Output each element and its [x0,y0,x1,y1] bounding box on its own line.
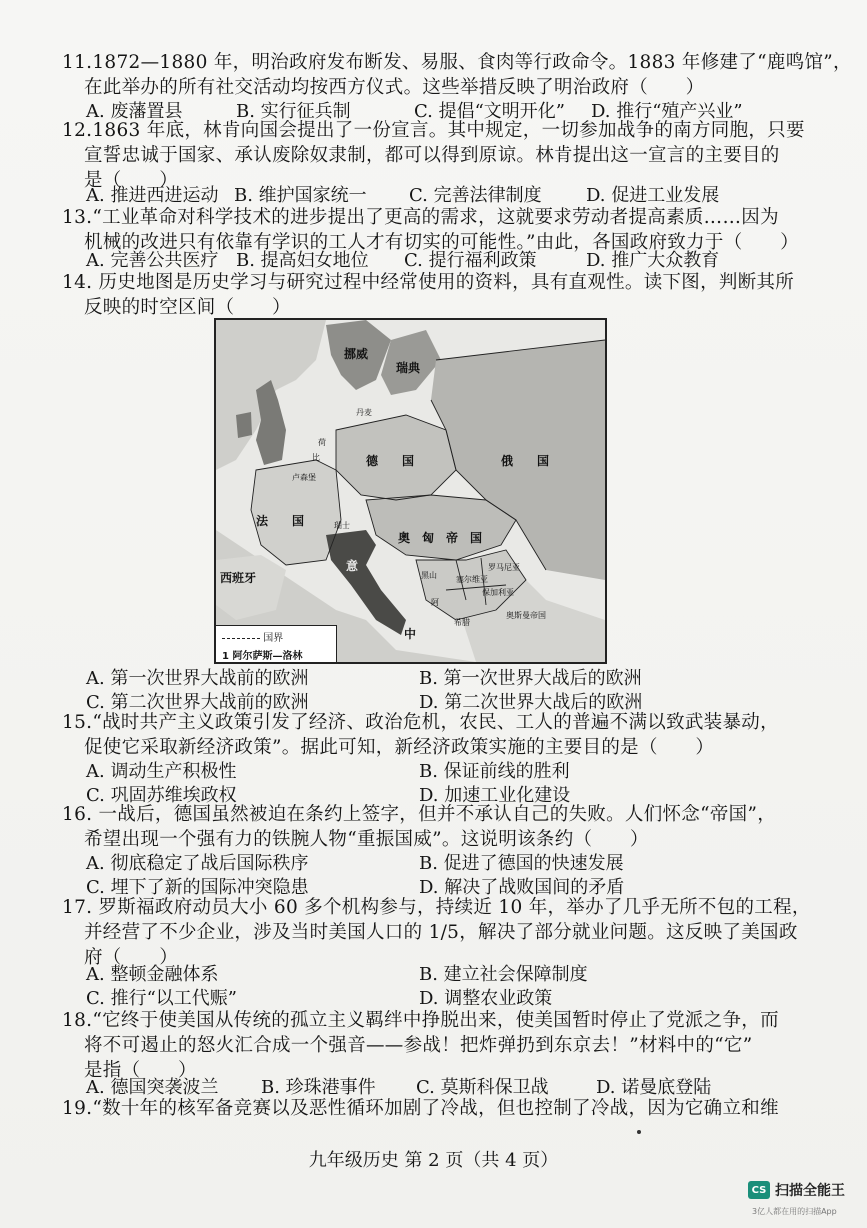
question-line: 府（ ） [84,947,179,968]
map-label-italy: 意 [346,559,359,573]
map-label-ottoman: 奥斯曼帝国 [506,611,546,620]
option-a: A. 德国突袭波兰 [86,1077,219,1098]
question-line: 反映的时空区间（ ） [84,297,291,318]
map-label-albania: 阿 [431,598,439,607]
map-label-romania: 罗马尼亚 [488,563,520,572]
question-line: 12.1863 年底，林肯向国会提出了一份宣言。其中规定，一切参加战争的南方同胞，只要 [62,120,805,141]
option-d: D. 加速工业化建设 [419,785,571,806]
question-14 [62,270,837,320]
question-11 [62,50,852,100]
question-line: 16. 一战后，德国虽然被迫在条约上签字，但并不承认自己的失败。人们怀念“帝国”， [62,804,777,825]
option-d: D. 调整农业政策 [419,988,553,1009]
question-line: 机械的改进只有依靠有学识的工人才有切实的可能性。”由此，各国政府致力于（ ） [84,232,799,253]
map-legend [216,625,337,662]
option-a: A. 整顿金融体系 [86,964,219,985]
map-label-germany: 德 国 [366,454,415,468]
question-19 [62,1096,837,1121]
map-label-belgium: 比 [312,453,320,462]
question-line: 15.“战时共产主义政策引发了经济、政治危机，农民、工人的普遍不满以致武装暴动， [62,712,779,733]
option-c: C. 推行“以工代赈” [86,988,237,1009]
option-c: C. 第二次世界大战前的欧洲 [86,692,309,713]
watermark-subtitle: 3亿人都在用的扫描App [752,1207,837,1216]
option-c: C. 巩固苏维埃政权 [86,785,237,806]
watermark-name: 扫描全能王 [775,1183,845,1199]
map-label-serbia: 塞尔维亚 [456,575,488,584]
question-line: 是（ ） [84,170,179,191]
question-line: 是指（ ） [84,1060,197,1081]
legend-item-1: 1 阿尔萨斯—洛林 [222,651,303,662]
map-label-norway: 挪威 [344,347,369,361]
option-c: C. 提行福利政策 [404,250,537,271]
option-b: B. 实行征兵制 [236,101,351,122]
question-line: 11.1872—1880 年，明治政府发布断发、易服、食肉等行政命令。1883 年修建了“鹿鸣馆”， [62,52,852,73]
legend-border: 国界 [263,633,284,644]
map-label-bulgaria: 保加利亚 [482,588,514,597]
question-line: 18.“它终于使美国从传统的孤立主义羁绊中挣脱出来，使美国暂时停止了党派之争，而 [62,1010,779,1031]
option-d: D. 解决了战败国间的矛盾 [419,877,625,898]
option-b: B. 提高妇女地位 [236,250,369,271]
option-b: B. 珍珠港事件 [261,1077,376,1098]
option-b: B. 促进了德国的快速发展 [419,853,624,874]
question-15 [62,710,837,760]
map-drawing [216,320,605,662]
option-c: C. 埋下了新的国际冲突隐患 [86,877,309,898]
map-label-sea: 中 [404,627,417,641]
map-label-spain: 西班牙 [220,571,257,585]
question-line: 14. 历史地图是历史学习与研究过程中经常使用的资料，具有直观性。读下图，判断其所 [62,272,795,293]
option-b: B. 保证前线的胜利 [419,761,570,782]
question-line: 在此举办的所有社交活动均按西方仪式。这些举措反映了明治政府（ ） [84,77,705,98]
map-label-swiss: 瑞士 [334,521,350,530]
map-label-denmark: 丹麦 [356,408,372,417]
map-label-luxembourg: 卢森堡 [292,473,316,482]
option-a: A. 完善公共医疗 [86,250,219,271]
option-a: A. 废藩置县 [86,101,183,122]
map-label-netherlands: 荷 [318,438,326,447]
option-a: A. 彻底稳定了战后国际秩序 [86,853,309,874]
question-line: 17. 罗斯福政府动员大小 60 多个机构参与，持续近 10 年，举办了几乎无所不包的工程， [62,897,811,918]
option-c: C. 完善法律制度 [409,185,542,206]
map-label-montenegro: 黑山 [421,571,437,580]
map-label-france: 法 国 [256,514,305,528]
option-a: A. 第一次世界大战前的欧洲 [86,668,309,689]
question-line: 宣誓忠诚于国家、承认废除奴隶制，都可以得到原谅。林肯提出这一宣言的主要目的 [84,145,780,166]
map-label-sweden: 瑞典 [396,361,421,375]
map-label-greece: 希腊 [454,618,470,627]
option-d: D. 推广大众教育 [586,250,720,271]
page-footer: 九年级历史 第 2 页（共 4 页） [308,1150,559,1171]
option-d: D. 促进工业发展 [586,185,720,206]
option-d: D. 推行“殖产兴业” [591,101,743,122]
europe-map [214,318,607,664]
question-18 [62,1008,837,1083]
option-b: B. 第一次世界大战后的欧洲 [419,668,642,689]
option-b: B. 建立社会保障制度 [419,964,588,985]
question-line: 促使它采取新经济政策”。据此可知，新经济政策实施的主要目的是（ ） [84,737,715,758]
option-a: A. 推进西进运动 [86,185,219,206]
question-17 [62,895,837,970]
option-a: A. 调动生产积极性 [86,761,237,782]
question-16 [62,802,837,852]
map-label-austria-hungary: 奥 匈 帝 国 [398,531,483,545]
option-c: C. 莫斯科保卫战 [416,1077,549,1098]
question-line: 并经营了不少企业，涉及当时美国人口的 1/5，解决了部分就业问题。这反映了美国政 [84,922,798,943]
question-line: 将不可遏止的怒火汇合成一个强音——参战！把炸弹扔到东京去！”材料中的“它” [84,1035,753,1056]
ink-dot [637,1130,641,1134]
camscanner-logo-icon: CS [748,1181,770,1199]
bleed-through-text [0,60,60,560]
question-line: 13.“工业革命对科学技术的进步提出了更高的需求，这就要求劳动者提高素质……因为 [62,207,779,228]
option-d: D. 第二次世界大战后的欧洲 [419,692,643,713]
option-b: B. 维护国家统一 [234,185,367,206]
question-line: 19.“数十年的核军备竞赛以及恶性循环加剧了冷战，但也控制了冷战，因为它确立和维 [62,1098,779,1119]
option-d: D. 诺曼底登陆 [596,1077,712,1098]
map-label-russia: 俄 国 [501,454,550,468]
option-c: C. 提倡“文明开化” [414,101,565,122]
scanner-watermark [748,1180,845,1200]
question-line: 希望出现一个强有力的铁腕人物“重振国威”。这说明该条约（ ） [84,829,649,850]
